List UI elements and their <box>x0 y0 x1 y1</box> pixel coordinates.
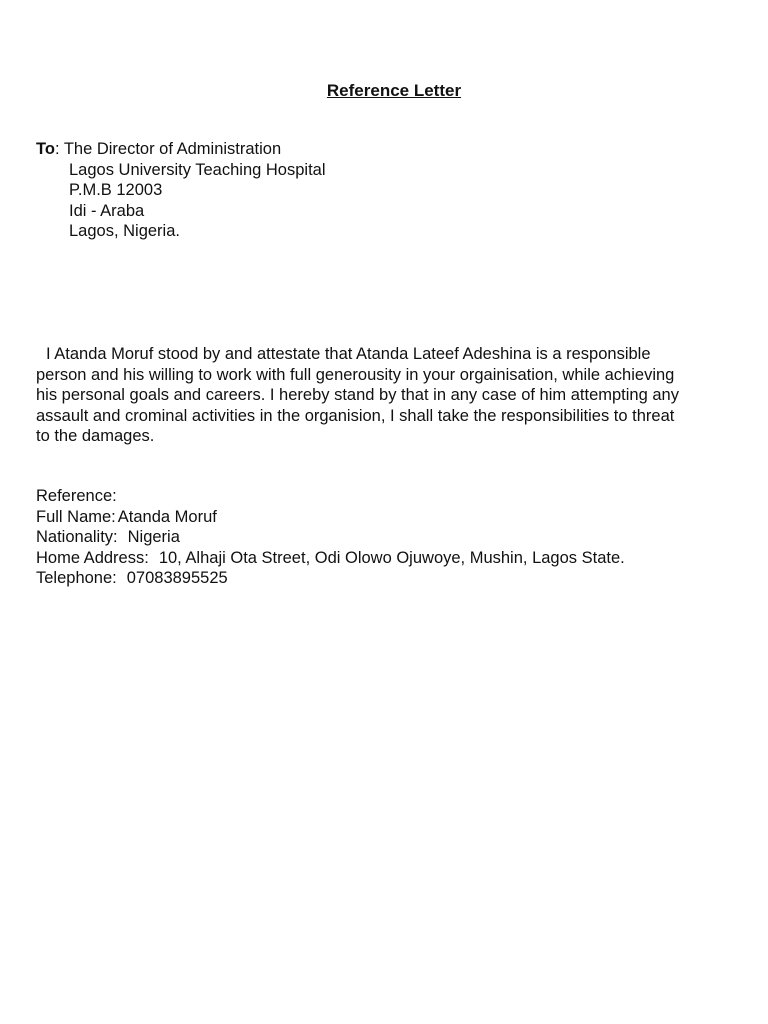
reference-heading: Reference: <box>36 487 117 505</box>
recipient-line-3: P.M.B 12003 <box>69 181 163 199</box>
letter-body <box>36 344 746 447</box>
full-name-label: Full Name: <box>36 507 116 526</box>
document-title: Reference Letter <box>326 81 462 100</box>
reference-telephone-row <box>36 568 625 589</box>
body-line-5: to the damages. <box>36 427 155 445</box>
recipient-line-2: Lagos University Teaching Hospital <box>69 160 326 179</box>
letter-paragraph <box>36 344 746 447</box>
reference-full-name-row <box>36 507 625 528</box>
recipient-block <box>36 139 326 242</box>
telephone-value: 07083895525 <box>126 569 228 587</box>
full-name-value: Atanda Moruf <box>117 507 217 526</box>
home-address-value: 10, Alhaji Ota Street, Odi Olowo Ojuwoye, Mushin, Lagos State. <box>158 548 625 567</box>
telephone-label: Telephone: <box>36 569 117 587</box>
reference-nationality-row <box>36 527 625 548</box>
recipient-first-line <box>36 139 326 160</box>
body-line-3: his personal goals and careers. I hereby stand by that in any case of him attempting any <box>36 386 679 404</box>
body-line-4: assault and crominal activities in the organision, I shall take the responsibilities to threat <box>36 406 675 425</box>
body-line-1: I Atanda Moruf stood by and attestate that Atanda Lateef Adeshina is a responsible <box>46 345 651 363</box>
recipient-separator: : <box>54 140 60 158</box>
recipient-line-1: The Director of Administration <box>63 140 282 158</box>
recipient-line-4: Idi - Araba <box>69 201 145 220</box>
recipient-line-5: Lagos, Nigeria. <box>69 222 180 240</box>
body-line-2: person and his willing to work with full generousity in your orgainisation, while achieving <box>36 365 675 384</box>
nationality-label: Nationality: <box>36 528 118 546</box>
reference-home-address-row <box>36 548 625 569</box>
reference-block <box>36 486 625 589</box>
nationality-value: Nigeria <box>127 528 180 546</box>
home-address-label: Home Address: <box>36 548 149 567</box>
recipient-label: To <box>36 140 55 158</box>
